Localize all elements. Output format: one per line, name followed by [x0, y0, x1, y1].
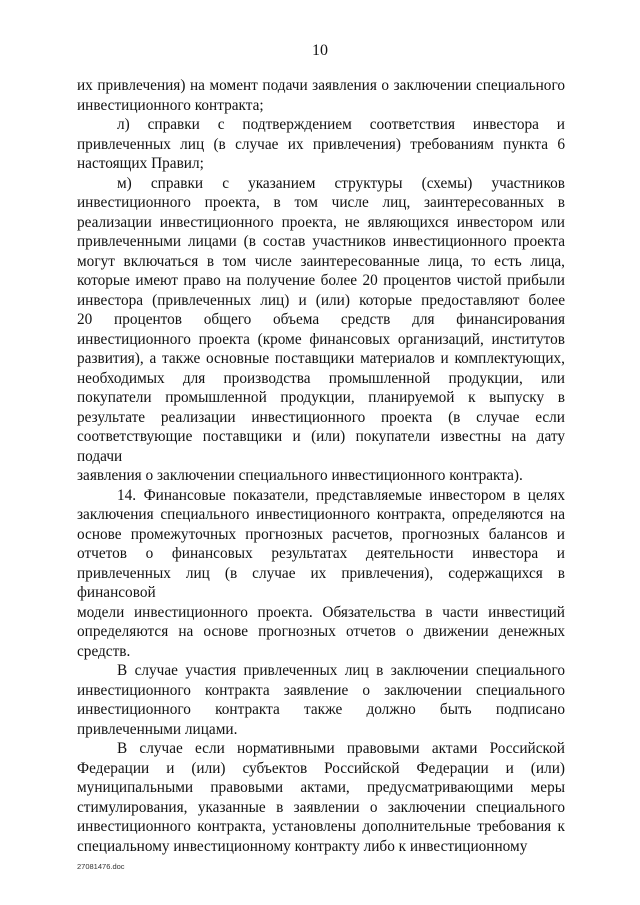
text-line: инвестиционного проекта (кроме финансовых организаций, институтов [77, 330, 565, 348]
document-body [77, 76, 565, 856]
text-line: результате реализации инвестиционного проекта (в случае если [77, 408, 565, 426]
text-line: привлеченными лицами (в состав участников инвестиционного проекта [77, 233, 565, 250]
text-line: покупатели промышленной продукции, планируемой к выпуску в [77, 389, 565, 406]
paragraph [77, 76, 565, 115]
text-line: инвестиционного контракта; [77, 96, 264, 114]
page-number: 10 [312, 42, 328, 59]
footer-file-name: 27081476.doc [77, 862, 125, 871]
paragraph [77, 174, 565, 486]
text-line: реализации инвестиционного проекта, не являющихся инвестором или [77, 213, 565, 231]
text-line: инвестиционного контракта также должно быть подписано [77, 701, 565, 718]
text-line: 14. Финансовые показатели, представляемые инвестором в целях [117, 486, 565, 504]
paragraph [77, 661, 565, 739]
text-line: определяются на основе прогнозных отчетов о движении денежных [77, 623, 565, 640]
text-line: специальному инвестиционному контракту либо к инвестиционному [77, 837, 528, 855]
text-line: могут включаться в том числе заинтересованные лица, то есть лица, [77, 252, 565, 270]
text-line: инвестиционного контракта заявление о заключении специального [77, 681, 565, 699]
text-line: заключения специального инвестиционного контракта, определяются на [77, 506, 565, 523]
text-line: развития), а также основные поставщики материалов и комплектующих, [77, 350, 565, 367]
text-line: необходимых для производства промышленной продукции, или [77, 369, 565, 387]
text-line: м) справки с указанием структуры (схемы) участников [117, 174, 565, 192]
text-line: их привлечения) на момент подачи заявления о заключении специального [77, 77, 565, 94]
text-line: Федерации и (или) субъектов Российской Федерации и (или) [77, 759, 565, 777]
text-line: настоящих Правил; [77, 155, 204, 172]
text-line: В случае участия привлеченных лиц в заключении специального [117, 662, 565, 679]
text-line: привлеченных лиц (в случае их привлечения), содержащихся в финансовой [77, 564, 565, 601]
text-line: заявления о заключении специального инвестиционного контракта). [77, 467, 523, 484]
text-line: муниципальными правовыми актами, предусматривающими меры [77, 779, 565, 796]
text-line: привлеченными лицами. [77, 720, 238, 738]
paragraph [77, 486, 565, 662]
text-line: инвестиционного контракта, установлены дополнительные требования к [77, 818, 565, 835]
text-line: средств. [77, 642, 131, 660]
text-line: стимулирования, указанные в заявлении о заключении специального [77, 798, 565, 816]
text-line: 20 процентов общего объема средств для финансирования [77, 311, 565, 328]
text-line: привлеченных лиц (в случае их привлечения) требованиям пункта 6 [77, 135, 565, 153]
text-line: инвестиционного проекта, в том числе лиц, заинтересованных в [77, 194, 565, 211]
text-line: л) справки с подтверждением соответствия инвестора и [117, 116, 565, 133]
paragraph [77, 739, 565, 856]
text-line: основе промежуточных прогнозных расчетов, прогнозных балансов и [77, 525, 565, 543]
paragraph [77, 115, 565, 174]
text-line: которые имеют право на получение более 20 процентов чистой прибыли [77, 272, 565, 289]
text-line: соответствующие поставщики и (или) покупатели известны на дату подачи [77, 428, 565, 465]
text-line: модели инвестиционного проекта. Обязательства в части инвестиций [77, 603, 565, 621]
text-line: В случае если нормативными правовыми актами Российской [117, 740, 565, 757]
text-line: инвестора (привлеченных лиц) и (или) которые предоставляют более [77, 291, 565, 309]
text-line: отчетов о финансовых результатах деятельности инвестора и [77, 545, 565, 562]
